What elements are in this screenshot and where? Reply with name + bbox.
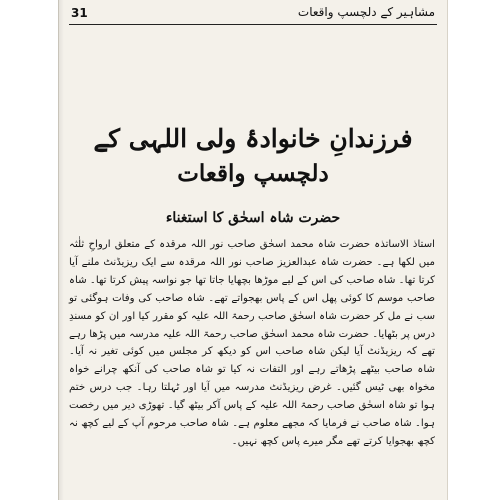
chapter-subtitle: دلچسپ واقعات [177,160,329,187]
running-header-title: مشاہیر کے دلچسپ واقعات [297,5,435,19]
section-heading: حضرت شاہ اسحٰق کا استغناء [165,210,341,226]
chapter-title: فرزندانِ خانوادۂ ولی اللہی کے [93,124,413,153]
paragraph: استاذ الاساتذہ حضرت شاہ محمد اسحٰق صاحب نور اللہ مرقدہ کے متعلق ارواحِ ثلٰثہ میں لکھا ہے۔ حضرت شاہ عبدالعزیز صاحب نور اللہ مرقدہ سے ایک ریزیڈنٹ ملنے آیا کرتا تھا۔ شاہ صاحب کی اس کے لیے موڑھا بچھایا جاتا تھا جو نواسہ پیش کرتا تھا۔ شاہ صاحب موسم کا کوئی پھل اس کے پاس بھجواتے تھے۔ شاہ صاحب کی وفات ہوگئی تو سب نے مل کر حضرت شاہ اسحٰق صاحب رحمۃ اللہ علیہ کو مقرر کیا اور ان کو مسندِ درس پر بٹھایا۔ حضرت شاہ محمد اسحٰق صاحب رحمۃ اللہ علیہ مدرسہ میں پڑھا رہے تھے کہ ریزیڈنٹ آیا لیکن شاہ صاحب اس کو دیکھ کر مجلس میں کوئی تغیر نہ آیا۔ شاہ صاحب بیٹھے پڑھاتے رہے اور التفات نہ کیا تو شاہ صاحب کی آنکھ چرانے خواہ مخواہ بھی ٹیس گئیں۔ غرض ریزیڈنٹ مدرسہ میں آیا اور ٹہلتا رہا۔ جب درس ختم ہوا تو شاہ اسحٰق صاحب رحمۃ اللہ علیہ کے پاس آکر بیٹھ گیا۔ تھوڑی دیر میں رخصت ہوا۔ شاہ صاحب نے فرمایا کہ مجھے معلوم ہے۔ شاہ صاحب مرحوم آپ کے لیے کچھ نہ کچھ بھجوایا کرتے تھے مگر میرے پاس کچھ نہیں۔ [69,239,435,447]
running-header [69,4,437,25]
page-number: 31 [71,6,88,20]
page-edge-shadow [58,0,64,500]
body-text [69,236,435,451]
book-page [58,0,448,500]
